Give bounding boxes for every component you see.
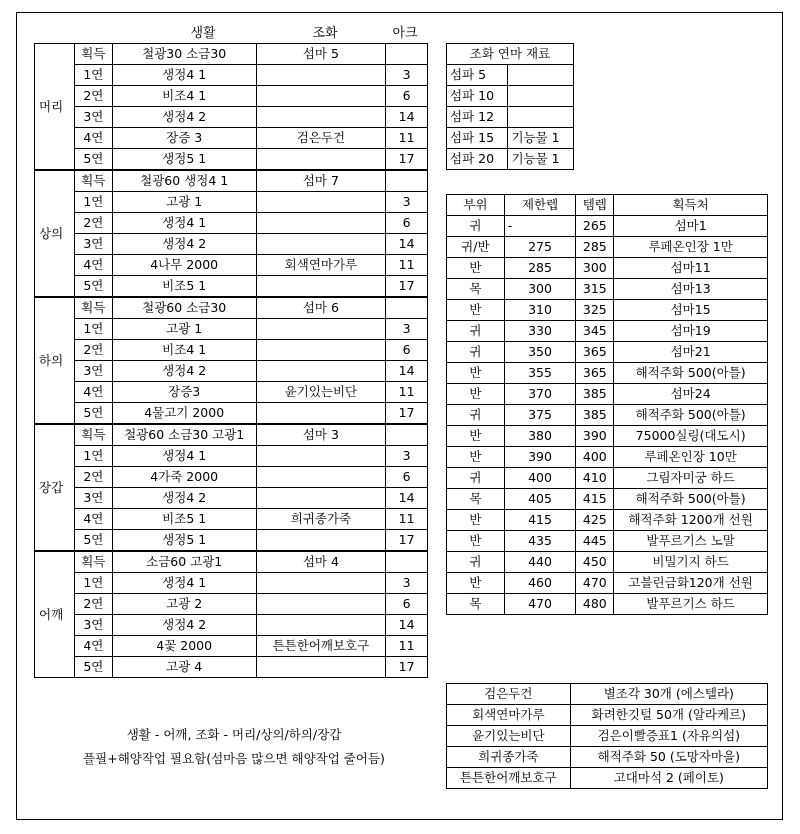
- gear-source-cell: 섬마21: [614, 342, 768, 363]
- gear-row: [447, 384, 768, 405]
- enhance-row: [35, 255, 428, 276]
- stage-cell: 3연: [74, 488, 112, 509]
- synth-stone-cell: 섬파 10: [447, 86, 508, 107]
- gear-itemlevel-cell: 400: [576, 447, 614, 468]
- synth-material-cell: [256, 615, 386, 636]
- synth-material-cell: [256, 594, 386, 615]
- synth-material-row: [447, 107, 574, 128]
- gear-source-cell: 해적주화 1200개 선원: [614, 510, 768, 531]
- synth-material-cell: [256, 276, 386, 298]
- material-source-cell: 고대마석 2 (페이토): [570, 768, 767, 789]
- stage-cell: 3연: [74, 234, 112, 255]
- acquire-row: [35, 551, 428, 573]
- gear-itemlevel-cell: 480: [576, 594, 614, 615]
- enhance-row: [35, 636, 428, 657]
- enhance-row: [35, 213, 428, 234]
- part-label: 상의: [35, 170, 75, 297]
- gear-itemlevel-cell: 315: [576, 279, 614, 300]
- gear-row: [447, 552, 768, 573]
- arc-cell: 14: [386, 107, 428, 128]
- enhance-row: [35, 573, 428, 594]
- synth-material-cell: [256, 65, 386, 86]
- stage-cell: 3연: [74, 615, 112, 636]
- arc-cell: 3: [386, 65, 428, 86]
- stage-cell: 획득: [74, 170, 112, 192]
- gear-part-cell: 목: [447, 279, 505, 300]
- material-source-cell: 해적주화 50 (도망자마을): [570, 747, 767, 768]
- synth-material-cell: [256, 361, 386, 382]
- synth-extra-cell: [508, 107, 574, 128]
- gear-row: [447, 489, 768, 510]
- acquire-row: [35, 297, 428, 319]
- arc-cell: 17: [386, 657, 428, 678]
- gear-source-cell: 섬마1: [614, 216, 768, 237]
- gear-part-cell: 귀/반: [447, 237, 505, 258]
- gear-limit-cell: 440: [504, 552, 576, 573]
- gear-itemlevel-cell: 410: [576, 468, 614, 489]
- life-material-cell: 4가죽 2000: [112, 467, 256, 488]
- stage-cell: 1연: [74, 319, 112, 340]
- stage-cell: 5연: [74, 657, 112, 678]
- life-material-cell: 생정4 1: [112, 446, 256, 467]
- gear-header-source: 획득처: [614, 195, 768, 216]
- gear-part-cell: 반: [447, 573, 505, 594]
- life-material-cell: 생정4 2: [112, 488, 256, 509]
- gear-itemlevel-cell: 365: [576, 363, 614, 384]
- synth-material-cell: 섬마 3: [256, 424, 386, 446]
- synth-material-cell: [256, 467, 386, 488]
- gear-source-cell: 비밀기지 하드: [614, 552, 768, 573]
- life-material-cell: 비조5 1: [112, 276, 256, 298]
- gear-row: [447, 321, 768, 342]
- gear-part-cell: 목: [447, 594, 505, 615]
- stage-cell: 5연: [74, 276, 112, 298]
- gear-row: [447, 594, 768, 615]
- arc-cell: 14: [386, 615, 428, 636]
- gear-limit-cell: 375: [504, 405, 576, 426]
- life-material-cell: 생정4 1: [112, 213, 256, 234]
- gear-itemlevel-cell: 365: [576, 342, 614, 363]
- life-material-cell: 생정4 2: [112, 107, 256, 128]
- synth-material-cell: [256, 213, 386, 234]
- gear-part-cell: 귀: [447, 216, 505, 237]
- acquire-row: [35, 170, 428, 192]
- synth-stone-cell: 섬파 5: [447, 65, 508, 86]
- stage-cell: 5연: [74, 149, 112, 171]
- gear-row: [447, 363, 768, 384]
- stage-cell: 1연: [74, 446, 112, 467]
- synth-material-cell: [256, 149, 386, 171]
- gear-limit-cell: 275: [504, 237, 576, 258]
- stage-cell: 4연: [74, 255, 112, 276]
- gear-limit-cell: 415: [504, 510, 576, 531]
- gear-part-cell: 반: [447, 363, 505, 384]
- material-source-row: [447, 726, 768, 747]
- enhance-row: [35, 509, 428, 530]
- stage-cell: 1연: [74, 65, 112, 86]
- material-source-cell: 별조각 30개 (에스텔라): [570, 684, 767, 705]
- synth-material-cell: 섬마 7: [256, 170, 386, 192]
- synth-stone-cell: 섬파 15: [447, 128, 508, 149]
- life-material-cell: 생정4 2: [112, 615, 256, 636]
- gear-part-cell: 귀: [447, 321, 505, 342]
- gear-row: [447, 258, 768, 279]
- synth-material-cell: [256, 403, 386, 425]
- stage-cell: 2연: [74, 213, 112, 234]
- gear-source-cell: 섬마19: [614, 321, 768, 342]
- stage-cell: 1연: [74, 573, 112, 594]
- stage-cell: 2연: [74, 86, 112, 107]
- stage-cell: 2연: [74, 594, 112, 615]
- enhance-row: [35, 340, 428, 361]
- part-label: 어깨: [35, 551, 75, 678]
- gear-row: [447, 279, 768, 300]
- life-material-cell: 고광 1: [112, 319, 256, 340]
- gear-part-cell: 반: [447, 531, 505, 552]
- life-material-cell: 4나무 2000: [112, 255, 256, 276]
- gear-part-cell: 귀: [447, 552, 505, 573]
- arc-cell: 6: [386, 594, 428, 615]
- enhancement-table: [34, 43, 428, 678]
- gear-source-cell: 해적주화 500(아틀): [614, 489, 768, 510]
- life-material-cell: 생정5 1: [112, 149, 256, 171]
- life-material-cell: 생정4 2: [112, 361, 256, 382]
- life-material-cell: 생정4 1: [112, 573, 256, 594]
- material-name-cell: 희귀종가죽: [447, 747, 571, 768]
- arc-cell: 11: [386, 255, 428, 276]
- gear-itemlevel-cell: 345: [576, 321, 614, 342]
- enhance-row: [35, 65, 428, 86]
- gear-part-cell: 귀: [447, 342, 505, 363]
- synth-material-cell: 섬마 4: [256, 551, 386, 573]
- gear-row: [447, 531, 768, 552]
- life-material-cell: 비조4 1: [112, 86, 256, 107]
- life-material-cell: 생정4 1: [112, 65, 256, 86]
- gear-limit-cell: 405: [504, 489, 576, 510]
- synth-material-cell: 튼튼한어깨보호구: [256, 636, 386, 657]
- synth-material-cell: [256, 530, 386, 552]
- arc-cell: 17: [386, 149, 428, 171]
- gear-source-cell: 75000실링(대도시): [614, 426, 768, 447]
- gear-row: [447, 216, 768, 237]
- stage-cell: 획득: [74, 44, 112, 65]
- stage-cell: 2연: [74, 340, 112, 361]
- synth-extra-cell: 기능물 1: [508, 128, 574, 149]
- enhance-row: [35, 276, 428, 298]
- enhance-row: [35, 128, 428, 149]
- synth-material-row: [447, 65, 574, 86]
- enhance-row: [35, 319, 428, 340]
- material-name-cell: 윤기있는비단: [447, 726, 571, 747]
- gear-limit-cell: 300: [504, 279, 576, 300]
- gear-limit-cell: 330: [504, 321, 576, 342]
- stage-cell: 획득: [74, 424, 112, 446]
- enhance-row: [35, 657, 428, 678]
- arc-cell: 11: [386, 128, 428, 149]
- gear-part-cell: 귀: [447, 405, 505, 426]
- gear-itemlevel-cell: 470: [576, 573, 614, 594]
- gear-limit-cell: 355: [504, 363, 576, 384]
- gear-itemlevel-cell: 415: [576, 489, 614, 510]
- gear-header-itemlevel: 템렙: [576, 195, 614, 216]
- gear-source-cell: 섬마13: [614, 279, 768, 300]
- gear-itemlevel-cell: 390: [576, 426, 614, 447]
- gear-row: [447, 468, 768, 489]
- gear-itemlevel-cell: 385: [576, 384, 614, 405]
- enhance-row: [35, 403, 428, 425]
- synth-extra-cell: [508, 86, 574, 107]
- gear-row: [447, 426, 768, 447]
- life-material-cell: 생정5 1: [112, 530, 256, 552]
- stage-cell: 3연: [74, 361, 112, 382]
- note-line-2: 플필+해양작업 필요함(섬마음 많으면 해양작업 줄어듬): [83, 751, 385, 766]
- life-material-cell: 4물고기 2000: [112, 403, 256, 425]
- material-name-cell: 회색연마가루: [447, 705, 571, 726]
- arc-cell: 17: [386, 530, 428, 552]
- arc-cell: 14: [386, 488, 428, 509]
- life-material-cell: 4꽃 2000: [112, 636, 256, 657]
- synth-material-row: [447, 128, 574, 149]
- synth-material-cell: [256, 192, 386, 213]
- enhance-row: [35, 234, 428, 255]
- header-life: 생활: [190, 26, 216, 41]
- synth-extra-cell: 기능물 1: [508, 149, 574, 170]
- synth-material-cell: [256, 446, 386, 467]
- stage-cell: 2연: [74, 467, 112, 488]
- stage-cell: 5연: [74, 530, 112, 552]
- gear-limit-cell: 310: [504, 300, 576, 321]
- enhance-row: [35, 530, 428, 552]
- synth-extra-cell: [508, 65, 574, 86]
- gear-itemlevel-cell: 325: [576, 300, 614, 321]
- gear-limit-cell: 380: [504, 426, 576, 447]
- material-source-cell: 검은이빨증표1 (자유의섬): [570, 726, 767, 747]
- gear-part-cell: 귀: [447, 468, 505, 489]
- arc-cell: 17: [386, 276, 428, 298]
- gear-header-limit: 제한렙: [504, 195, 576, 216]
- material-name-cell: 튼튼한어깨보호구: [447, 768, 571, 789]
- arc-cell: 14: [386, 234, 428, 255]
- gear-part-cell: 반: [447, 384, 505, 405]
- life-material-cell: 장증3: [112, 382, 256, 403]
- material-source-row: [447, 747, 768, 768]
- gear-source-cell: 해적주화 500(아틀): [614, 363, 768, 384]
- gear-part-cell: 반: [447, 510, 505, 531]
- synth-stone-cell: 섬파 20: [447, 149, 508, 170]
- gear-itemlevel-cell: 425: [576, 510, 614, 531]
- material-name-cell: 검은두건: [447, 684, 571, 705]
- enhance-row: [35, 382, 428, 403]
- synth-material-row: [447, 149, 574, 170]
- enhance-row: [35, 86, 428, 107]
- arc-cell: [386, 551, 428, 573]
- stage-cell: 3연: [74, 107, 112, 128]
- enhance-row: [35, 615, 428, 636]
- gear-source-cell: 발푸르기스 노말: [614, 531, 768, 552]
- enhance-row: [35, 446, 428, 467]
- gear-limit-cell: 285: [504, 258, 576, 279]
- life-material-cell: 생정4 2: [112, 234, 256, 255]
- gear-part-cell: 반: [447, 300, 505, 321]
- synth-material-cell: 검은두건: [256, 128, 386, 149]
- gear-limit-cell: 390: [504, 447, 576, 468]
- synth-material-cell: 희귀종가죽: [256, 509, 386, 530]
- synth-stone-cell: 섬파 12: [447, 107, 508, 128]
- gear-part-cell: 반: [447, 447, 505, 468]
- material-source-cell: 화려한깃털 50개 (알라케르): [570, 705, 767, 726]
- life-material-cell: 철광60 소금30 고광1: [112, 424, 256, 446]
- gear-table: [446, 194, 768, 615]
- note-line-1: 생활 - 어깨, 조화 - 머리/상의/하의/장갑: [126, 727, 342, 742]
- stage-cell: 획득: [74, 297, 112, 319]
- gear-source-cell: 섬마24: [614, 384, 768, 405]
- gear-itemlevel-cell: 285: [576, 237, 614, 258]
- gear-limit-cell: 460: [504, 573, 576, 594]
- arc-cell: 3: [386, 192, 428, 213]
- life-material-cell: 고광 2: [112, 594, 256, 615]
- synth-material-cell: 윤기있는비단: [256, 382, 386, 403]
- arc-cell: 3: [386, 319, 428, 340]
- gear-itemlevel-cell: 450: [576, 552, 614, 573]
- gear-source-cell: 그림자미궁 하드: [614, 468, 768, 489]
- synth-material-row: [447, 86, 574, 107]
- life-material-cell: 철광30 소금30: [112, 44, 256, 65]
- gear-row: [447, 405, 768, 426]
- material-source-row: [447, 768, 768, 789]
- arc-cell: [386, 170, 428, 192]
- arc-cell: 6: [386, 340, 428, 361]
- life-material-cell: 철광60 소금30: [112, 297, 256, 319]
- acquire-row: [35, 424, 428, 446]
- gear-source-cell: 발푸르기스 하드: [614, 594, 768, 615]
- arc-cell: 3: [386, 446, 428, 467]
- arc-cell: 17: [386, 403, 428, 425]
- life-material-cell: 장증 3: [112, 128, 256, 149]
- synth-material-cell: [256, 340, 386, 361]
- gear-source-cell: 섬마11: [614, 258, 768, 279]
- gear-source-cell: 루페온인장 1만: [614, 237, 768, 258]
- gear-source-cell: 고블린금화120개 선원: [614, 573, 768, 594]
- gear-itemlevel-cell: 385: [576, 405, 614, 426]
- gear-source-cell: 섬마15: [614, 300, 768, 321]
- gear-limit-cell: 400: [504, 468, 576, 489]
- arc-cell: 14: [386, 361, 428, 382]
- gear-part-cell: 반: [447, 258, 505, 279]
- arc-cell: 6: [386, 213, 428, 234]
- part-label: 머리: [35, 44, 75, 171]
- arc-cell: [386, 424, 428, 446]
- synth-material-cell: 섬마 5: [256, 44, 386, 65]
- synth-material-cell: [256, 488, 386, 509]
- synth-material-cell: [256, 234, 386, 255]
- material-sources-table: [446, 683, 768, 789]
- synth-materials-table: [446, 43, 574, 170]
- synth-materials-title: 조화 연마 재료: [447, 44, 574, 65]
- synth-material-cell: [256, 319, 386, 340]
- life-material-cell: 철광60 생정4 1: [112, 170, 256, 192]
- stage-cell: 5연: [74, 403, 112, 425]
- enhance-row: [35, 594, 428, 615]
- gear-header-part: 부위: [447, 195, 505, 216]
- gear-limit-cell: -: [504, 216, 576, 237]
- gear-row: [447, 447, 768, 468]
- acquire-row: [35, 44, 428, 65]
- life-material-cell: 비조5 1: [112, 509, 256, 530]
- life-material-cell: 고광 4: [112, 657, 256, 678]
- life-material-cell: 비조4 1: [112, 340, 256, 361]
- stage-cell: 4연: [74, 636, 112, 657]
- arc-cell: 11: [386, 509, 428, 530]
- enhance-row: [35, 467, 428, 488]
- gear-limit-cell: 350: [504, 342, 576, 363]
- arc-cell: 6: [386, 467, 428, 488]
- gear-row: [447, 342, 768, 363]
- synth-material-cell: 회색연마가루: [256, 255, 386, 276]
- part-label: 하의: [35, 297, 75, 424]
- synth-material-cell: [256, 657, 386, 678]
- enhance-row: [35, 192, 428, 213]
- gear-part-cell: 목: [447, 489, 505, 510]
- arc-cell: [386, 297, 428, 319]
- synth-material-cell: [256, 107, 386, 128]
- stage-cell: 획득: [74, 551, 112, 573]
- material-source-row: [447, 684, 768, 705]
- stage-cell: 4연: [74, 128, 112, 149]
- stage-cell: 1연: [74, 192, 112, 213]
- gear-source-cell: 루페온인장 10만: [614, 447, 768, 468]
- arc-cell: 3: [386, 573, 428, 594]
- synth-material-cell: 섬마 6: [256, 297, 386, 319]
- stage-cell: 4연: [74, 509, 112, 530]
- life-material-cell: 소금60 고광1: [112, 551, 256, 573]
- gear-part-cell: 반: [447, 426, 505, 447]
- gear-limit-cell: 470: [504, 594, 576, 615]
- synth-material-cell: [256, 86, 386, 107]
- header-synth: 조화: [312, 26, 338, 41]
- gear-row: [447, 510, 768, 531]
- part-label: 장갑: [35, 424, 75, 551]
- synth-material-cell: [256, 573, 386, 594]
- header-arc: 아크: [392, 26, 418, 41]
- arc-cell: 11: [386, 382, 428, 403]
- material-source-row: [447, 705, 768, 726]
- gear-row: [447, 237, 768, 258]
- stage-cell: 4연: [74, 382, 112, 403]
- gear-source-cell: 해적주화 500(아틀): [614, 405, 768, 426]
- gear-limit-cell: 435: [504, 531, 576, 552]
- arc-cell: 11: [386, 636, 428, 657]
- gear-itemlevel-cell: 300: [576, 258, 614, 279]
- gear-row: [447, 573, 768, 594]
- gear-itemlevel-cell: 265: [576, 216, 614, 237]
- enhance-row: [35, 361, 428, 382]
- life-material-cell: 고광 1: [112, 192, 256, 213]
- arc-cell: [386, 44, 428, 65]
- gear-row: [447, 300, 768, 321]
- gear-limit-cell: 370: [504, 384, 576, 405]
- enhance-row: [35, 149, 428, 171]
- arc-cell: 6: [386, 86, 428, 107]
- enhance-row: [35, 488, 428, 509]
- gear-itemlevel-cell: 445: [576, 531, 614, 552]
- enhance-row: [35, 107, 428, 128]
